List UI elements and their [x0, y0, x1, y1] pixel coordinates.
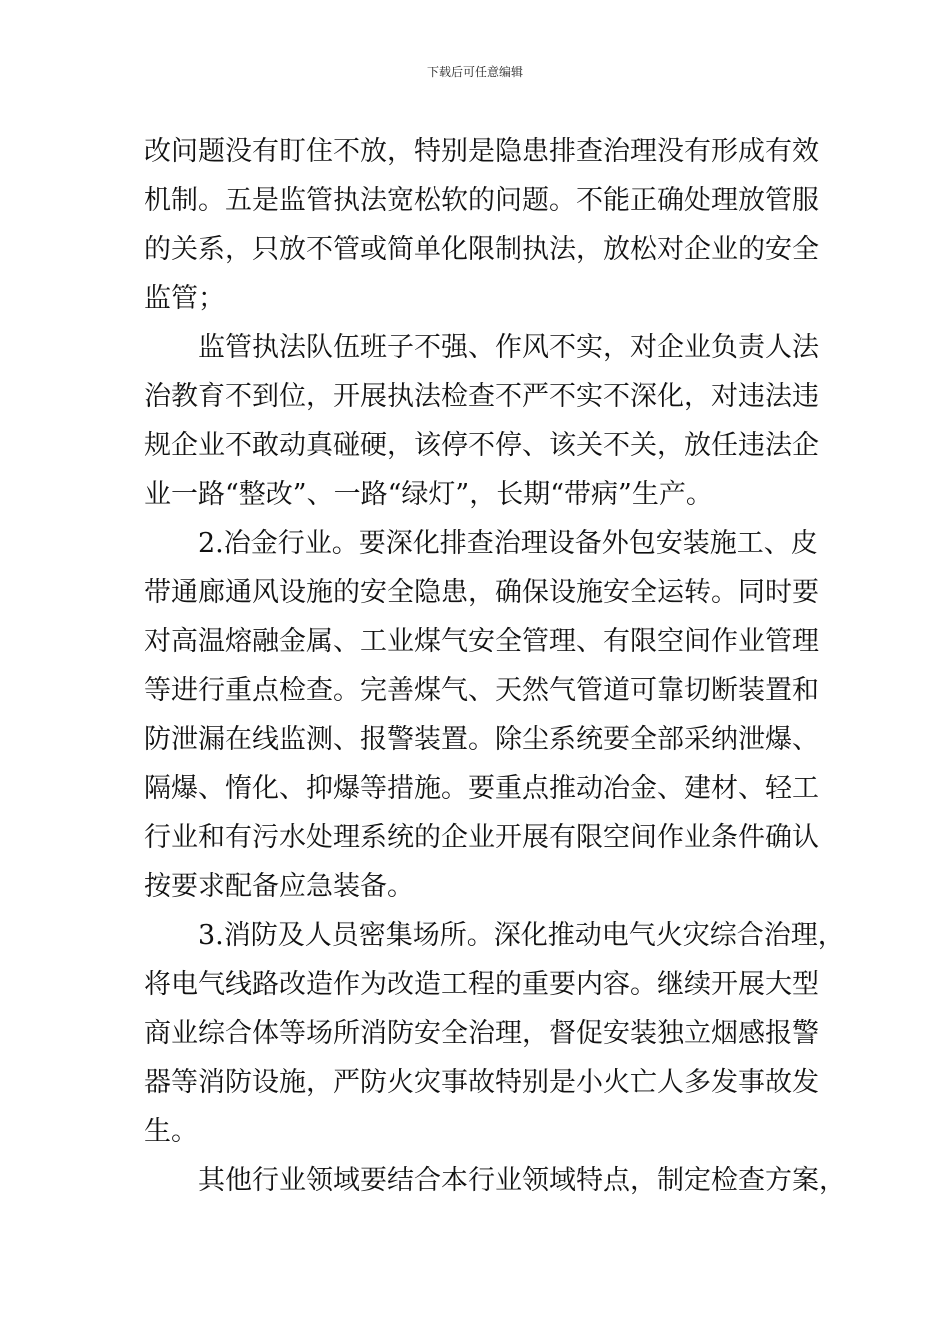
text-line: 生。: [144, 1116, 198, 1147]
text-line: 监管；: [144, 283, 225, 314]
text-line: 规企业不敢动真碰硬，该停不停、该关不关，放任违法企: [144, 430, 819, 461]
text-line: 改问题没有盯住不放，特别是隐患排查治理没有形成有效: [144, 136, 819, 167]
text-line: 商业综合体等场所消防安全治理，督促安装独立烟感报警: [144, 1018, 819, 1049]
text-line: 等进行重点检查。完善煤气、天然气管道可靠切断装置和: [144, 675, 819, 706]
text-line: 将电气线路改造作为改造工程的重要内容。继续开展大型: [144, 969, 819, 1000]
text-line: 隔爆、惰化、抑爆等措施。要重点推动冶金、建材、轻工: [144, 773, 819, 804]
page-header: 下载后可任意编辑: [426, 65, 523, 79]
text-line: 机制。五是监管执法宽松软的问题。不能正确处理放管服: [144, 185, 819, 216]
text-line: 防泄漏在线监测、报警装置。除尘系统要全部采纳泄爆、: [144, 724, 819, 755]
text-line: 行业和有污水处理系统的企业开展有限空间作业条件确认: [144, 822, 819, 853]
body-text: [144, 127, 846, 1205]
text-line: 按要求配备应急装备。: [144, 871, 414, 902]
text-line: 对高温熔融金属、工业煤气安全管理、有限空间作业管理: [144, 626, 819, 657]
paragraph-start-line: 监管执法队伍班子不强、作风不实，对企业负责人法: [198, 332, 819, 363]
text-line: 业一路“整改”、一路“绿灯”，长期“带病”生产。: [144, 479, 713, 510]
paragraph-start-line: 3.消防及人员密集场所。深化推动电气火灾综合治理，: [198, 920, 845, 951]
text-line: 器等消防设施，严防火灾事故特别是小火亡人多发事故发: [144, 1067, 819, 1098]
paragraph-start-line: 2.冶金行业。要深化排查治理设备外包安装施工、皮: [198, 528, 818, 559]
paragraph-start-line: 其他行业领域要结合本行业领域特点，制定检查方案，: [198, 1165, 846, 1196]
text-line: 治教育不到位，开展执法检查不严不实不深化，对违法违: [144, 381, 819, 412]
text-line: 的关系，只放不管或简单化限制执法，放松对企业的安全: [144, 234, 819, 265]
text-line: 带通廊通风设施的安全隐患，确保设施安全运转。同时要: [144, 577, 819, 608]
